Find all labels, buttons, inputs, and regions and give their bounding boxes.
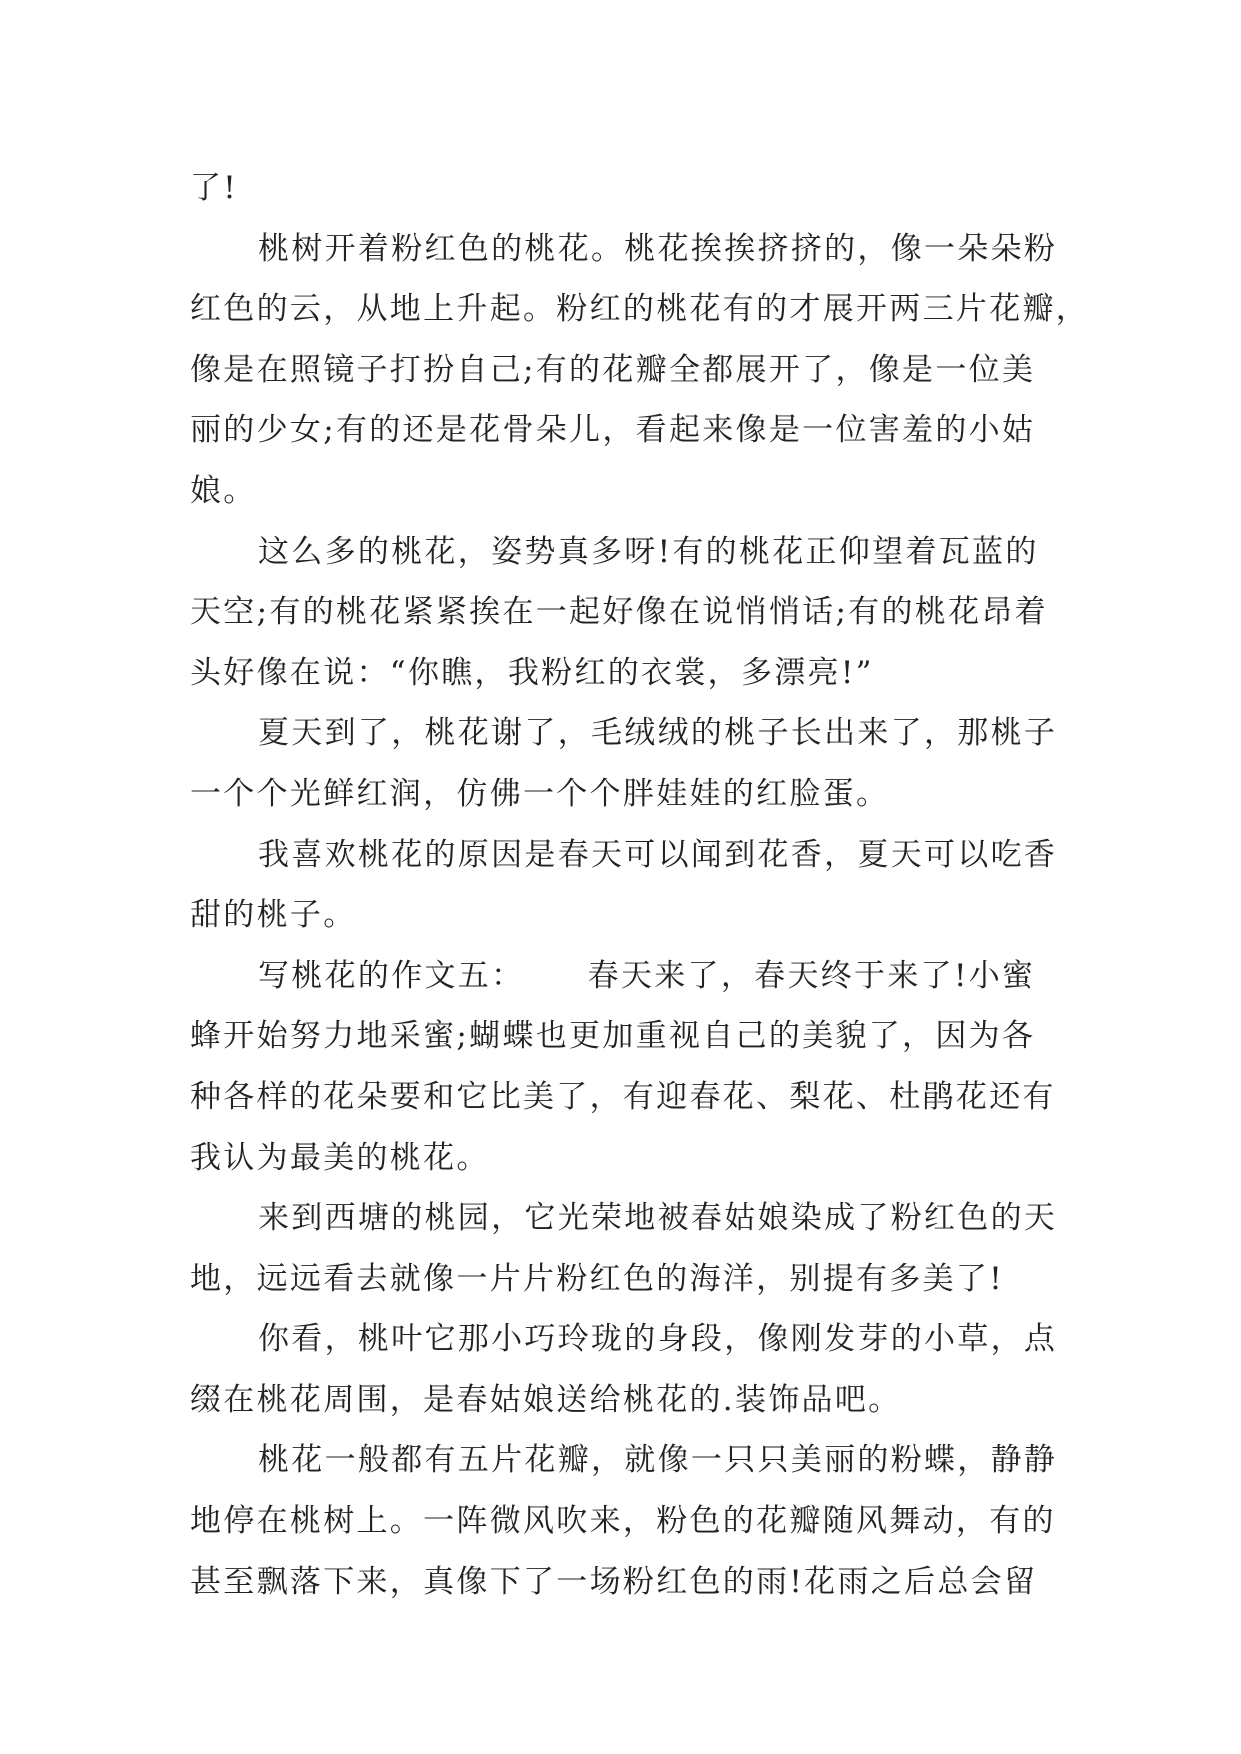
paragraph-start-line: 你看，桃叶它那小巧玲珑的身段，像刚发芽的小草，点: [258, 1321, 1058, 1358]
text-line: 头好像在说：“你瞧，我粉红的衣裳，多漂亮!”: [190, 654, 874, 691]
text-line: 天空;有的桃花紧紧挨在一起好像在说悄悄话;有的桃花昂着: [190, 594, 1048, 631]
paragraph-start-line: 桃树开着粉红色的桃花。桃花挨挨挤挤的，像一朵朵粉: [258, 230, 1058, 267]
text-line: 娘。: [190, 472, 257, 509]
text-line: 一个个光鲜红润，仿佛一个个胖娃娃的红脸蛋。: [190, 775, 890, 812]
text-line: 蜂开始努力地采蜜;蝴蝶也更加重视自己的美貌了，因为各: [190, 1018, 1036, 1055]
text-line: 了!: [190, 170, 239, 206]
text-line: 像是在照镜子打扮自己;有的花瓣全都展开了，像是一位美: [190, 351, 1036, 388]
text-line: 种各样的花朵要和它比美了，有迎春花、梨花、杜鹃花还有: [190, 1078, 1056, 1115]
text-line: 红色的云，从地上升起。粉红的桃花有的才展开两三片花瓣，: [190, 291, 1090, 328]
essay-body: [190, 158, 1090, 1612]
text-line: 甜的桃子。: [190, 897, 357, 934]
paragraph-start-line: 我喜欢桃花的原因是春天可以闻到花香，夏天可以吃香: [258, 836, 1058, 873]
text-line: 甚至飘落下来，真像下了一场粉红色的雨!花雨之后总会留: [190, 1563, 1038, 1600]
paragraph-start-line: 来到西塘的桃园，它光荣地被春姑娘染成了粉红色的天: [258, 1200, 1058, 1237]
text-line: 地停在桃树上。一阵微风吹来，粉色的花瓣随风舞动，有的: [190, 1503, 1056, 1540]
text-line: 我认为最美的桃花。: [190, 1139, 490, 1176]
text-line: 地，远远看去就像一片片粉红色的海洋，别提有多美了!: [190, 1260, 1004, 1297]
paragraph-start-line: 写桃花的作文五： 春天来了，春天终于来了!小蜜: [258, 957, 1036, 994]
text-line: 缀在桃花周围，是春姑娘送给桃花的.装饰品吧。: [190, 1381, 902, 1418]
paragraph-start-line: 桃花一般都有五片花瓣，就像一只只美丽的粉蝶，静静: [258, 1442, 1058, 1479]
paragraph-start-line: 这么多的桃花，姿势真多呀!有的桃花正仰望着瓦蓝的: [258, 533, 1039, 570]
text-line: 丽的少女;有的还是花骨朵儿，看起来像是一位害羞的小姑: [190, 412, 1036, 449]
paragraph-start-line: 夏天到了，桃花谢了，毛绒绒的桃子长出来了，那桃子: [258, 715, 1058, 752]
